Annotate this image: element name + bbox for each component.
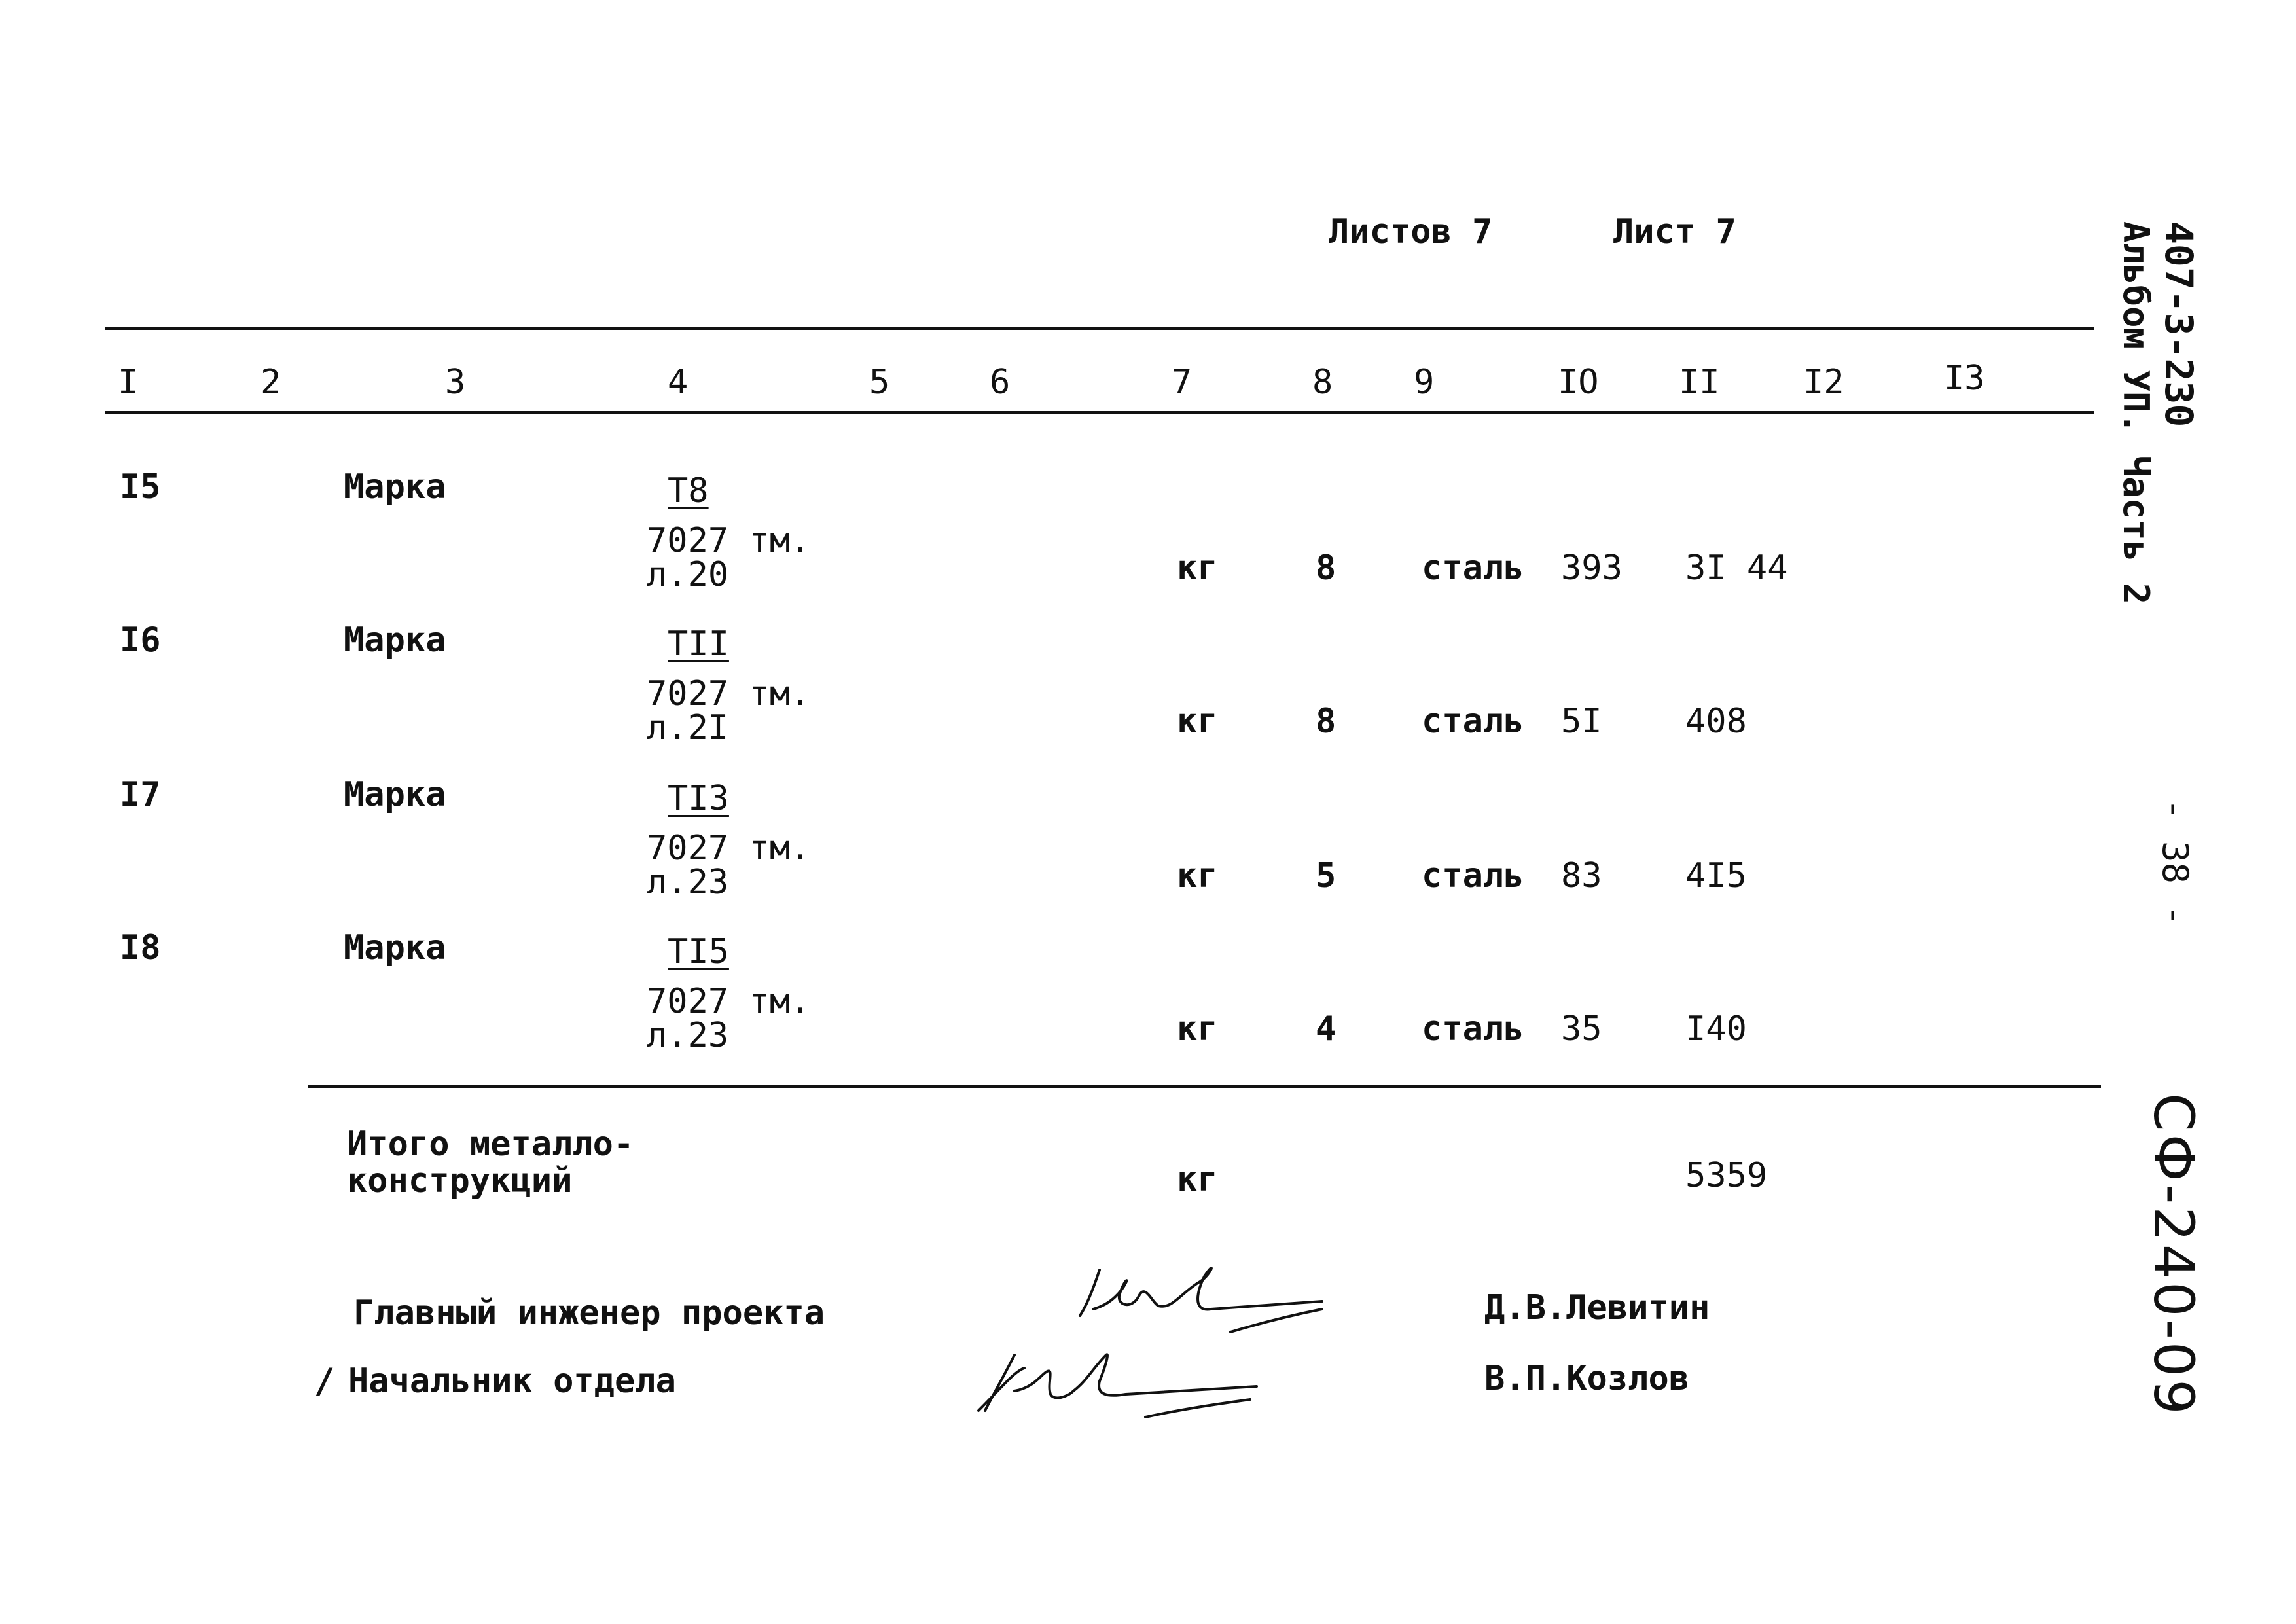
archive-code: СФ-240-09 — [2142, 1093, 2206, 1417]
column-header: I2 — [1803, 363, 1844, 402]
row-sheet-ref: л.2I — [647, 708, 729, 748]
row-material: сталь — [1422, 549, 1524, 588]
row-number: I6 — [120, 621, 161, 660]
column-header: 2 — [260, 363, 281, 402]
totals-unit: кг — [1177, 1160, 1218, 1199]
signer-name: В.П.Козлов — [1484, 1359, 1690, 1398]
row-mark: ТI5 — [668, 932, 729, 971]
totals-rule — [308, 1085, 2101, 1088]
signature-image — [975, 1335, 1276, 1434]
row-drawing-ref: 7027 тм. — [647, 521, 811, 560]
row-mark: Т8 — [668, 471, 709, 511]
signer-name: Д.В.Левитин — [1484, 1288, 1710, 1327]
totals-label-line2: конструкций — [347, 1161, 573, 1200]
totals-value: 5359 — [1685, 1156, 1768, 1195]
row-drawing-ref: 7027 тм. — [647, 829, 811, 868]
row-qty: 4 — [1316, 1009, 1336, 1049]
column-header: 5 — [869, 363, 890, 402]
slash-mark: / — [314, 1362, 335, 1401]
row-number: I8 — [120, 928, 161, 967]
table-top-rule — [105, 327, 2094, 330]
row-unit: кг — [1177, 702, 1218, 741]
row-unit-mass: 35 — [1561, 1009, 1602, 1049]
row-material: сталь — [1422, 1009, 1524, 1049]
row-drawing-ref: 7027 тм. — [647, 982, 811, 1021]
row-unit: кг — [1177, 549, 1218, 588]
page-marker: - 38 - — [2155, 799, 2196, 927]
row-qty: 5 — [1316, 856, 1336, 895]
column-header: 7 — [1172, 363, 1193, 402]
row-unit: кг — [1177, 856, 1218, 895]
column-header: 9 — [1414, 363, 1435, 402]
row-unit: кг — [1177, 1009, 1218, 1049]
row-unit-mass: 393 — [1561, 549, 1623, 588]
row-number: I7 — [120, 775, 161, 814]
row-material: сталь — [1422, 856, 1524, 895]
row-total-mass: I40 — [1685, 1009, 1747, 1049]
signature-image — [1073, 1244, 1348, 1348]
column-header: II — [1679, 363, 1720, 402]
row-qty: 8 — [1316, 702, 1336, 741]
signer-role: Начальник отдела — [348, 1362, 676, 1401]
row-total-mass: 4I5 — [1685, 856, 1747, 895]
row-number: I5 — [120, 467, 161, 507]
row-sheet-ref: л.23 — [647, 1016, 729, 1055]
album-part: Альбом УП. Часть 2 — [2115, 221, 2157, 605]
row-total-mass: 3I 44 — [1685, 549, 1788, 588]
row-mark: ТII — [668, 624, 729, 664]
sheets-count: Листов 7 — [1329, 212, 1493, 251]
row-qty: 8 — [1316, 549, 1336, 588]
column-header: IO — [1558, 363, 1599, 402]
row-unit-mass: 5I — [1561, 702, 1602, 741]
row-material: сталь — [1422, 702, 1524, 741]
column-header: 3 — [445, 363, 466, 402]
row-unit-mass: 83 — [1561, 856, 1602, 895]
column-header: 8 — [1312, 363, 1333, 402]
row-name: Марка — [344, 775, 446, 814]
totals-label-line1: Итого металло- — [347, 1125, 634, 1164]
column-header: 4 — [668, 363, 689, 402]
row-drawing-ref: 7027 тм. — [647, 674, 811, 713]
row-name: Марка — [344, 928, 446, 967]
column-header: I — [118, 363, 139, 402]
row-mark: ТI3 — [668, 779, 729, 818]
row-total-mass: 408 — [1685, 702, 1747, 741]
table-header-rule — [105, 411, 2094, 414]
column-header: I3 — [1944, 359, 1985, 398]
row-sheet-ref: л.20 — [647, 555, 729, 594]
row-name: Марка — [344, 467, 446, 507]
row-name: Марка — [344, 621, 446, 660]
sheet-number: Лист 7 — [1613, 212, 1736, 251]
column-header: 6 — [990, 363, 1011, 402]
doc-code: 407-3-230 — [2157, 221, 2201, 427]
signer-role: Главный инженер проекта — [353, 1293, 825, 1333]
row-sheet-ref: л.23 — [647, 863, 729, 902]
